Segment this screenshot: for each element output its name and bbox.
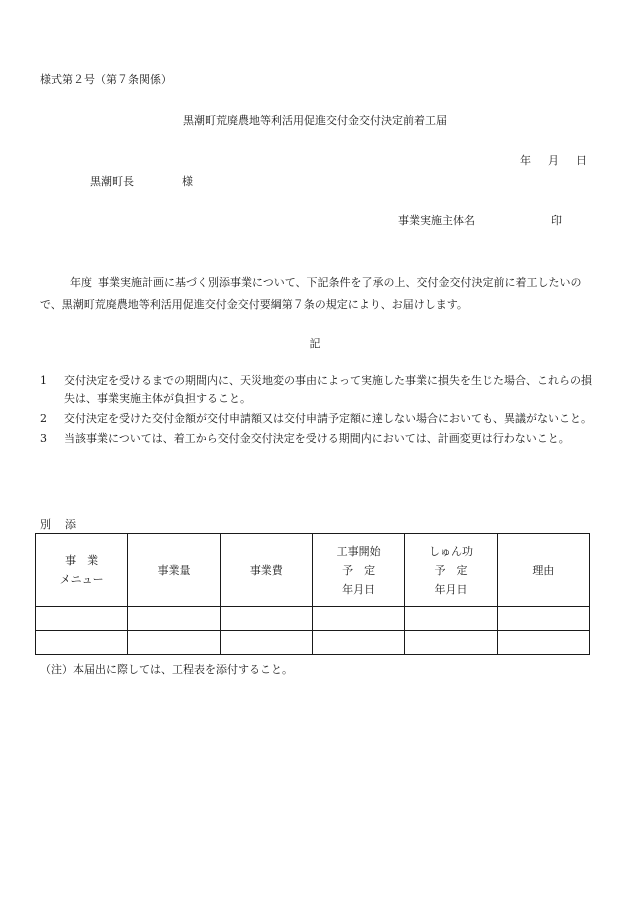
addressee-name: 黒潮町長: [90, 175, 134, 188]
date-line: [520, 152, 587, 168]
footnote: （注）本届出に際しては、工程表を添付すること。: [40, 663, 293, 676]
table-cell[interactable]: [220, 607, 312, 631]
table-cell[interactable]: [312, 607, 404, 631]
addressee: [90, 173, 193, 189]
table-cell[interactable]: [497, 631, 589, 655]
header-completion-date: しゅん功 予 定 年月日: [405, 534, 497, 607]
table-cell[interactable]: [405, 631, 497, 655]
table-cell[interactable]: [128, 607, 220, 631]
condition-number: 2: [40, 412, 47, 425]
list-item: [40, 410, 592, 428]
table-header-row: [36, 534, 590, 607]
header-quantity: 事業量: [128, 534, 220, 607]
table-row: [36, 631, 590, 655]
table-cell[interactable]: [36, 607, 128, 631]
list-item: [40, 372, 592, 408]
attachment-table: [35, 533, 590, 655]
list-item: [40, 430, 592, 448]
date-month-label: 月: [548, 154, 559, 167]
header-reason: 理由: [497, 534, 589, 607]
table-cell[interactable]: [36, 631, 128, 655]
condition-text: 交付決定を受けるまでの期間内に、天災地変の事由によって実施した事業に損失を生じた場合、これらの損失は、事業実施主体が負担すること。: [64, 374, 592, 405]
ki-heading: 記: [309, 337, 321, 350]
table-cell[interactable]: [128, 631, 220, 655]
body-text: 事業実施計画に基づく別添事業について、下記条件を了承の上、交付金交付決定前に着工したいので、黒潮町荒廃農地等利活用促進交付金交付要綱第７条の規定により、お届けします。: [40, 276, 582, 311]
condition-text: 交付決定を受けた交付金額が交付申請額又は交付申請予定額に達しない場合においても、異議がないこと。: [64, 412, 592, 425]
table-row: [36, 607, 590, 631]
condition-number: 1: [40, 374, 47, 387]
body-paragraph: [40, 272, 592, 316]
date-day-label: 日: [576, 154, 587, 167]
seal-mark: 印: [551, 214, 562, 227]
header-menu: 事 業 メニュー: [36, 534, 128, 607]
attachment-label: 別添: [40, 518, 90, 531]
date-year-label: 年: [520, 154, 531, 167]
condition-number: 3: [40, 432, 47, 445]
table-cell[interactable]: [497, 607, 589, 631]
form-number: 様式第２号（第７条関係）: [40, 73, 172, 86]
table-cell[interactable]: [220, 631, 312, 655]
applicant-line: [398, 212, 562, 228]
condition-text: 当該事業については、着工から交付金交付決定を受ける期間内においては、計画変更は行わないこと。: [64, 432, 570, 445]
addressee-honorific: 様: [182, 175, 193, 188]
conditions-list: [40, 372, 592, 450]
table-cell[interactable]: [405, 607, 497, 631]
header-start-date: 工事開始 予 定 年月日: [312, 534, 404, 607]
table-cell[interactable]: [312, 631, 404, 655]
fiscal-year-label: 年度: [70, 276, 92, 289]
header-cost: 事業費: [220, 534, 312, 607]
document-title: 黒潮町荒廃農地等利活用促進交付金交付決定前着工届: [183, 114, 447, 127]
applicant-label: 事業実施主体名: [398, 214, 475, 227]
